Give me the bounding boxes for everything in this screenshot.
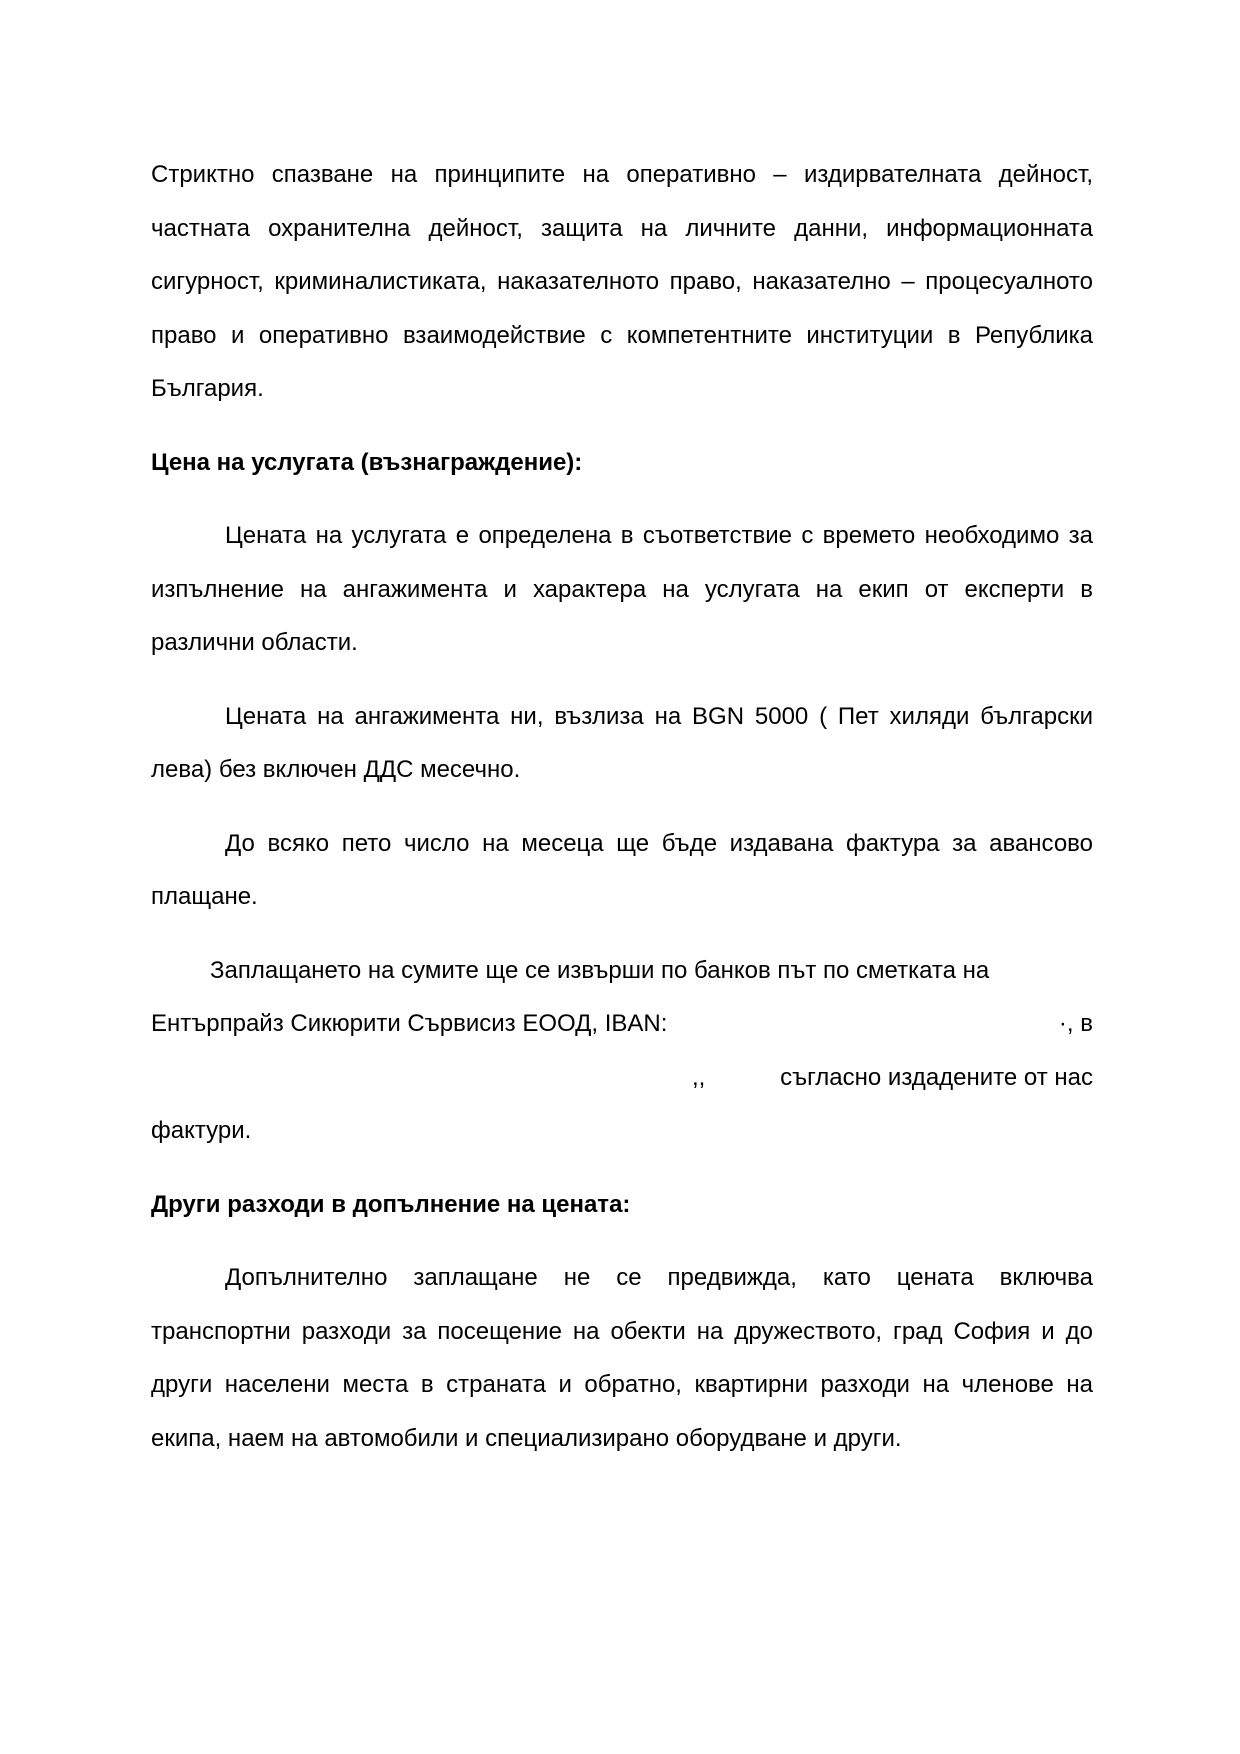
paragraph-invoice-schedule: До всяко пето число на месеца ще бъде издавана фактура за авансово плащане. [151,829,1093,910]
paragraph-payment [151,944,1093,1158]
paragraph-price-amount: Цената на ангажимента ни, възлиза на BGN 5000 ( Пет хиляди български лева) без включен ДДС месечно. [151,702,1093,783]
payment-line-1: Заплащането на сумите ще се извърши по банков път по сметката на [210,956,990,984]
paragraph-principles: Стриктно спазване на принципите на оперативно – издирвателната дейност, частната охранителна дейност, защита на личните данни, информационната сигурност, криминалистиката, наказателното право, наказателно – процесуалното право и оперативно взаимодействие с компетентните институции в Република България. [151,161,1093,402]
document-page [151,148,1093,1465]
payment-bank-fragment: ·, в [1058,1010,1093,1037]
heading-service-price: Цена на услугата (възнаграждение): [151,448,583,476]
paragraph-expenses-included: Допълнително заплащане не се предвижда, като цената включва транспортни разходи за посещение на обекти на дружеството, град София и до други населени места в страната и обратно, квартирни разходи на членове на екипа, наем на автомобили и специализирано оборудване и други. [151,1264,1093,1452]
payment-line-4: фактури. [151,1117,252,1144]
heading-other-expenses: Други разходи в допълнение на цената: [151,1190,631,1218]
paragraph-price-definition: Цената на услугата е определена в съответствие с времето необходимо за изпълнение на ангажимента и характера на услугата на екип от експерти в различни области. [151,522,1093,656]
payment-redacted-mark: ,, [692,1063,706,1091]
payment-invoices-text: съгласно издадените от нас [780,1063,1093,1091]
payment-line-2 [151,997,1093,1051]
payment-company-iban: Ентърпрайз Сикюрити Сървисиз ЕООД, IBAN: [151,1010,668,1037]
payment-line-3 [151,1051,1093,1105]
